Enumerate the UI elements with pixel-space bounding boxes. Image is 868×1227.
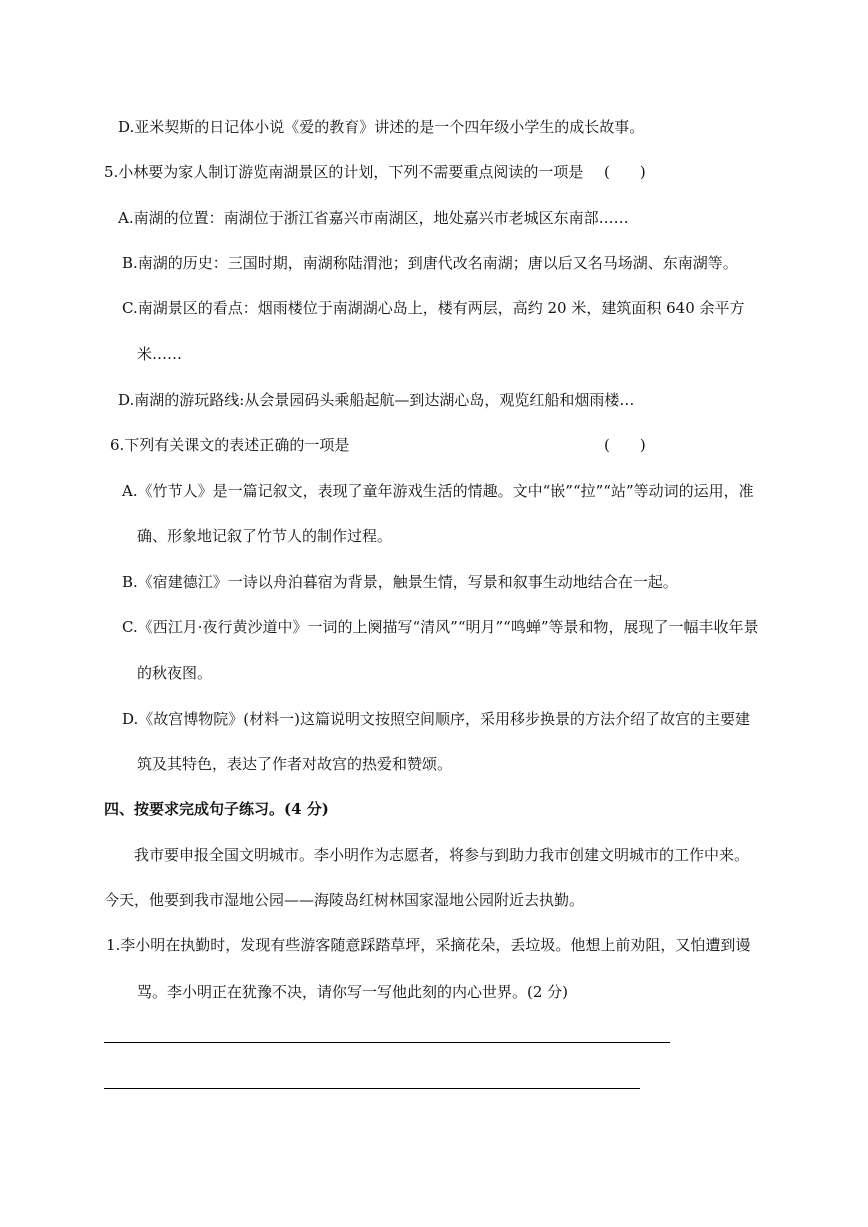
q5-option-b: B.南湖的历史：三国时期，南湖称陆渭池；到唐代改名南湖；唐以后又名马场湖、东南湖等。 — [122, 254, 738, 272]
q5-option-a: A.南湖的位置：南湖位于浙江省嘉兴市南湖区，地处嘉兴市老城区东南部…… — [118, 209, 629, 227]
q6-option-c-line1: C.《西江月·夜行黄沙道中》一词的上阕描写“清风”“明月”“鸣蝉”等景和物，展现了一幅丰收年景 — [122, 618, 759, 636]
q5-option-c-line2: 米…… — [137, 345, 183, 363]
section-4-q1-line2: 骂。李小明正在犹豫不决，请你写一写他此刻的内心世界。(2 分) — [137, 983, 569, 1001]
section-4-heading: 四、按要求完成句子练习。(4 分) — [104, 800, 329, 818]
q5-stem: 5.小林要为家人制订游览南湖景区的计划，下列不需要重点阅读的一项是 — [104, 163, 584, 181]
q6-option-d-line2: 筑及其特色，表达了作者对故宫的热爱和赞颂。 — [137, 755, 453, 773]
section-4-intro-line1: 我市要申报全国文明城市。李小明作为志愿者，将参与到助力我市创建文明城市的工作中来。 — [134, 846, 750, 864]
q6-stem: 6.下列有关课文的表述正确的一项是 — [110, 436, 350, 454]
q6-option-b: B.《宿建德江》一诗以舟泊暮宿为背景，触景生情，写景和叙事生动地结合在一起。 — [122, 573, 678, 591]
q4-option-d: D.亚米契斯的日记体小说《爱的教育》讲述的是一个四年级小学生的成长故事。 — [118, 118, 645, 136]
q6-option-a-line1: A.《竹节人》是一篇记叙文，表现了童年游戏生活的情趣。文中“嵌”“拉”“站”等动词的运用，准 — [122, 482, 754, 500]
q6-answer-paren: ( ) — [604, 436, 646, 454]
answer-line-1[interactable] — [104, 1042, 670, 1043]
q5-option-c-line1: C.南湖景区的看点：烟雨楼位于南湖湖心岛上，楼有两层，高约 20 米，建筑面积 640 余平方 — [122, 299, 745, 317]
q5-option-d: D.南湖的游玩路线:从会景园码头乘船起航—到达湖心岛，观览红船和烟雨楼… — [118, 391, 635, 409]
section-4-q1-line1: 1.李小明在执勤时，发现有些游客随意踩踏草坪，采摘花朵，丢垃圾。他想上前劝阻，又怕遭到谩 — [106, 936, 751, 954]
answer-line-2[interactable] — [104, 1088, 640, 1089]
q6-option-c-line2: 的秋夜图。 — [137, 664, 213, 682]
q6-option-a-line2: 确、形象地记叙了竹节人的制作过程。 — [137, 527, 393, 545]
section-4-intro-line2: 今天，他要到我市湿地公园——海陵岛红树林国家湿地公园附近去执勤。 — [104, 891, 585, 909]
q5-answer-paren: ( ) — [604, 163, 646, 181]
q6-option-d-line1: D.《故宫博物院》(材料一)这篇说明文按照空间顺序，采用移步换景的方法介绍了故宫的主要建 — [122, 710, 750, 728]
